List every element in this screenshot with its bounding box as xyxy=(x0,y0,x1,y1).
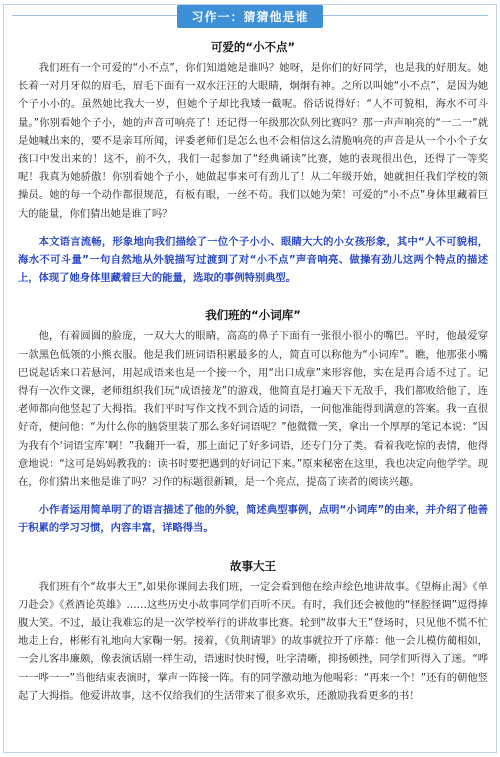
header-bar xyxy=(4,5,496,27)
section-body-2: 他，有着圆圆的脸庞，一双大大的眼睛，高高的鼻子下面有一张很小很小的嘴巴。平时，他最爱穿一款黑色低领的小熊衣服。他是我们班词语积累最多的人，简直可以称他为“小词库”。瞧，他那张小嘴巴说起话来口若悬河，用起成语来也是一个接一个，用“出口成章”来形容他，实在是再合适不过了。记得有一次作文课，老师组织我们玩“成语接龙”的游戏，他简直是打遍天下无敌手，我们都败给他了，连老师都向他竖起了大拇指。我们平时写作文找不到合适的词语，一问他准能得到满意的答案。我一直很好奇，便问他：“为什么你的脑袋里装了那么多好词语呢？”他微微一笑，拿出一个厚厚的笔记本说：“因为我有个‘词语宝库’啊！”我翻开一看，那上面记了好多词语，还专门分了类。看着我吃惊的表情，他得意地说：“这可是妈妈教我的：读书时要把遇到的好词记下来。”原来秘密在这里，我也决定向他学学。现在，你们猜出来他是谁了吗？习作的标题很新颖，是一个亮点，提高了读者的阅读兴趣。 xyxy=(18,330,488,489)
article-frame xyxy=(3,4,497,753)
section-body-1: 我们班有一个可爱的“小不点”，你们知道她是谁吗？她呀，是你们的好同学，也是我的好朋友。她长着一对月牙似的眉毛，眉毛下面有一双水汪汪的大眼睛，炯炯有神。之所以叫她“小不点”，是因为她个子小小的。虽然她比我大一岁，但她个子却比我矮一截呢。俗话说得好：“人不可貌相，海水不可斗量。”你别看她个子小，她的声音可响亮了！还记得一年级那次队列比赛吗？那一声声响亮的“一二一”就是她喊出来的，要不是亲耳所闻，评委老师们是怎么也不会相信这么清脆响亮的声音是从一个小个子女孩口中发出来的！这不，前不久，我们一起参加了“经典诵读”比赛，她的表现很出色，还得了一等奖呢！我真为她骄傲！你别看她个子小，她做起事来可有劲儿了！从二年级开始，她就担任我们学校的领操员。她的每一个动作都很规范，有板有眼，一丝不苟。我们以她为荣！可爱的“小不点”身体里藏着巨大的能量，你们猜出她是谁了吗？ xyxy=(18,62,488,220)
header-divider-right xyxy=(318,15,488,16)
section-comment-2: 小作者运用简单明了的语言描述了他的外貌，简述典型事例，点明“小词库”的由来，并介绍了他善于积累的学习习惯，内容丰富，详略得当。 xyxy=(18,504,488,535)
header-divider-left xyxy=(12,15,182,16)
section-title-2: 我们班的“小词库” xyxy=(205,308,301,323)
section-comment-1: 本文语言流畅，形象地向我们描绘了一位个子小小、眼睛大大的小女孩形象，其中“人不可貌相，海水不可斗量”一句自然地从外貌描写过渡到了对“小不点”声音响亮、做操有劲儿这两个特点的描述上，体现了她身体里藏着巨大的能量，选取的事例特别典型。 xyxy=(18,235,488,285)
section-title-3: 故事大王 xyxy=(230,558,276,573)
section-body-3: 我们班有个“故事大王”,如果你课间去我们班，一定会看到他在绘声绘色地讲故事。《望梅止渴》《单刀赴会》《煮酒论英雄》……这些历史小故事同学们百听不厌。有时，我们还会被他的“怪腔怪调”逗得捧腹大笑。不过，最让我难忘的是一次学校举行的讲故事比赛。轮到“故事大王”登场时，只见他不慌不忙地走上台，彬彬有礼地向大家鞠一躬。接着，《负荆请罪》的故事就拉开了序幕：他一会儿模仿蔺相如，一会儿客串廉颇，像表演话剧一样生动，语速时快时慢，吐字清晰，抑扬顿挫，同学们听得入了迷。“哗一一哗一一”当他结束表演时，掌声一阵接一阵。有的同学激动地为他喝彩：“再来一个！”还有的朝他竖起了大拇指。他爱讲故事，这不仅给我们的生活带来了很多欢乐，还激励我看更多的书！ xyxy=(18,580,488,702)
article-content xyxy=(18,33,488,705)
section-title-1: 可爱的“小不点” xyxy=(210,40,296,54)
header-tag: 习作一：猜猜他是谁 xyxy=(177,5,322,28)
